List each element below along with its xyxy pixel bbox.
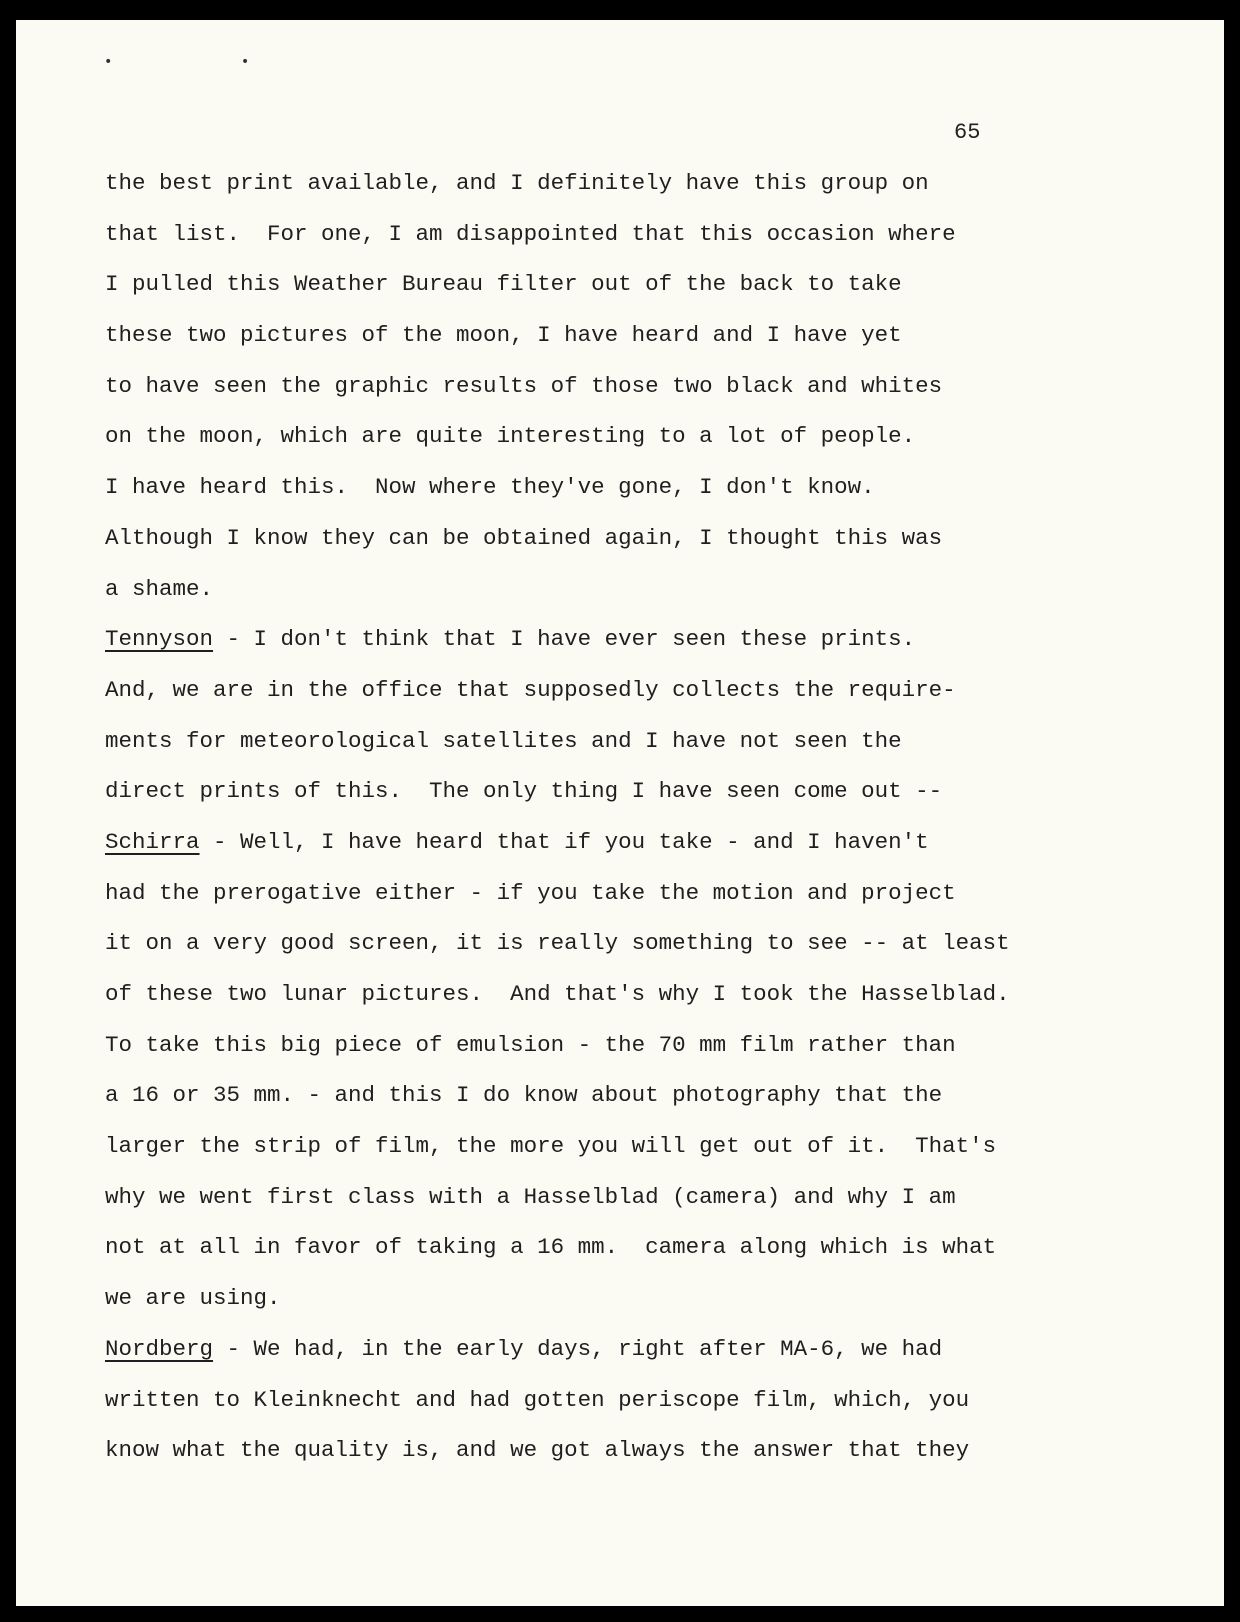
line-text: And, we are in the office that supposedly collects the require- bbox=[105, 676, 956, 703]
line-text: why we went first class with a Hasselblad (camera) and why I am bbox=[105, 1183, 956, 1210]
text-line bbox=[105, 614, 1215, 665]
speaker-name: Tennyson bbox=[105, 626, 214, 653]
speaker-name: Schirra bbox=[105, 828, 200, 855]
line-text: of these two lunar pictures. And that's why I took the Hasselblad. bbox=[105, 981, 1010, 1007]
line-text: written to Kleinknecht and had gotten periscope film, which, you bbox=[105, 1386, 970, 1413]
text-line bbox=[105, 665, 1215, 716]
line-text: these two pictures of the moon, I have heard and I have yet bbox=[105, 322, 902, 349]
text-line bbox=[105, 1222, 1215, 1273]
line-text: I have heard this. Now where they've gone, I don't know. bbox=[105, 474, 875, 501]
document-page bbox=[16, 20, 1224, 1606]
text-line bbox=[105, 817, 1215, 868]
text-line bbox=[105, 411, 1215, 462]
text-line bbox=[105, 1375, 1215, 1426]
text-line bbox=[105, 1324, 1215, 1375]
corner-marks: • • bbox=[104, 54, 310, 70]
text-line bbox=[105, 1172, 1215, 1223]
text-line bbox=[105, 462, 1215, 513]
text-line bbox=[105, 969, 1215, 1020]
text-line bbox=[105, 868, 1215, 919]
text-line bbox=[105, 310, 1215, 361]
speaker-name: Nordberg bbox=[105, 1335, 214, 1362]
text-line bbox=[105, 564, 1215, 615]
line-text: to have seen the graphic results of those two black and whites bbox=[105, 372, 943, 399]
text-line bbox=[105, 1121, 1215, 1172]
line-text: - Well, I have heard that if you take - and I haven't bbox=[199, 828, 929, 855]
text-line bbox=[105, 209, 1215, 260]
text-line bbox=[105, 361, 1215, 412]
line-text: Although I know they can be obtained again, I thought this was bbox=[105, 524, 943, 551]
line-text: that list. For one, I am disappointed that this occasion where bbox=[105, 220, 956, 247]
text-line bbox=[105, 158, 1215, 209]
line-text: I pulled this Weather Bureau filter out of the back to take bbox=[105, 271, 902, 298]
text-line bbox=[105, 259, 1215, 310]
line-text: know what the quality is, and we got always the answer that they bbox=[105, 1437, 970, 1464]
line-text: direct prints of this. The only thing I have seen come out -- bbox=[105, 778, 943, 805]
line-text: it on a very good screen, it is really something to see -- at least bbox=[105, 930, 1010, 957]
line-text: ments for meteorological satellites and I have not seen the bbox=[105, 727, 902, 754]
text-line bbox=[105, 766, 1215, 817]
line-text: the best print available, and I definitely have this group on bbox=[105, 170, 929, 196]
line-text: a shame. bbox=[105, 575, 214, 602]
text-line bbox=[105, 918, 1215, 969]
text-line bbox=[105, 716, 1215, 767]
line-text: To take this big piece of emulsion - the 70 mm film rather than bbox=[105, 1031, 956, 1058]
line-text: we are using. bbox=[105, 1285, 281, 1312]
line-text: had the prerogative either - if you take the motion and project bbox=[105, 879, 956, 906]
line-text: - We had, in the early days, right after MA-6, we had bbox=[213, 1335, 943, 1362]
transcript-body bbox=[105, 158, 1215, 1476]
line-text: on the moon, which are quite interesting to a lot of people. bbox=[105, 423, 916, 450]
text-line bbox=[105, 513, 1215, 564]
line-text: larger the strip of film, the more you will get out of it. That's bbox=[105, 1133, 997, 1160]
line-text: - I don't think that I have ever seen these prints. bbox=[213, 626, 916, 653]
text-line bbox=[105, 1020, 1215, 1071]
text-line bbox=[105, 1425, 1215, 1476]
page-number: 65 bbox=[954, 120, 981, 145]
text-line bbox=[105, 1273, 1215, 1324]
text-line bbox=[105, 1070, 1215, 1121]
line-text: a 16 or 35 mm. - and this I do know about photography that the bbox=[105, 1082, 943, 1109]
line-text: not at all in favor of taking a 16 mm. camera along which is what bbox=[105, 1234, 997, 1261]
